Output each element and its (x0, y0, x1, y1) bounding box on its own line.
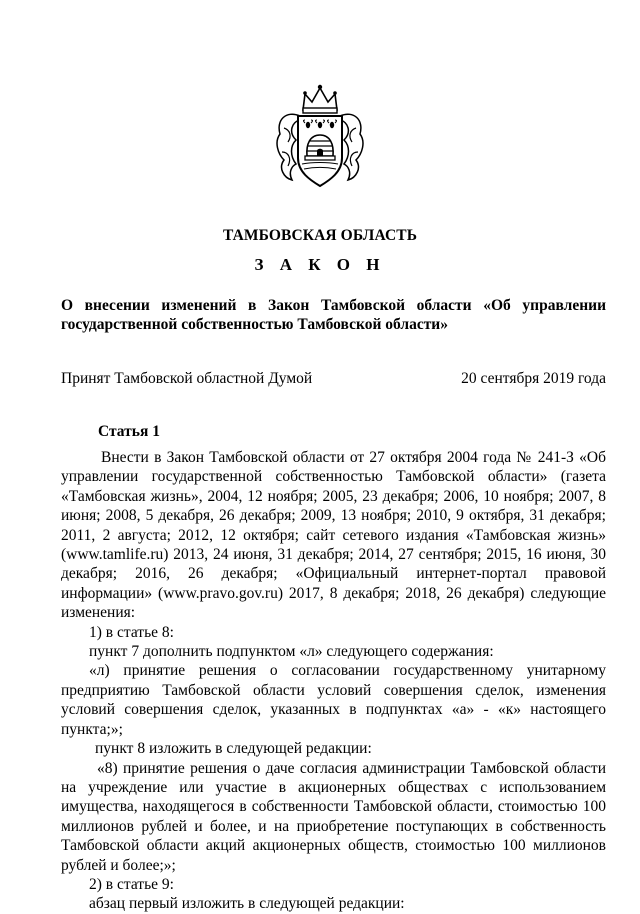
paragraph: пункт 7 дополнить подпунктом «л» следующего содержания: (89, 643, 494, 661)
paragraph: Внести в Закон Тамбовской области от 27 октября 2004 года № 241-З «Об управлении государственной собственностью Тамбовской области» (газета «Тамбовская жизнь», 2004, 12 ноября; 2005, 23 декабря; 2006, 10 ноября; 2007, 8 июня; 2008, 5 декабря, 26 декабря; 2009, 13 ноября; 2010, 9 октября, 31 декабря; 2011, 2 августа; 2012, 12 октября; сайт сетевого издания «Тамбовская жизнь» (www.tamlife.ru) 2013, 24 июня, 31 декабря; 2014, 27 сентября; 2015, 16 июня, 30 декабря; 2016, 26 декабря; «Официальный интернет-портал правовой информации» (www.pravo.gov.ru) 2017, 8 декабря; 2018, 26 декабря) следующие изменения: (61, 449, 606, 622)
law-title: О внесении изменений в Закон Тамбовской области «Об управлении государственной собственностью Тамбовской области» (61, 297, 606, 334)
region-name: ТАМБОВСКАЯ ОБЛАСТЬ (222, 227, 418, 244)
adoption-line (61, 369, 606, 389)
paragraph: абзац первый изложить в следующей редакции: (89, 895, 405, 913)
document-type: З А К О Н (254, 255, 386, 274)
adoption-date: 20 сентября 2019 года (461, 370, 606, 387)
coat-of-arms-icon (270, 80, 370, 192)
article-heading: Статья 1 (98, 423, 160, 440)
paragraph: «л) принятие решения о согласовании государственному унитарному предприятию Тамбовской области условий совершения сделок, изменения условий совершения сделок, указанных в подпунктах «а» - «к» настоящего пункта;»; (61, 662, 606, 738)
paragraph: «8) принятие решения о даче согласия администрации Тамбовской области на учреждение или участие в акционерных обществах с использованием имущества, находящегося в собственности Тамбовской области, стоимостью 100 миллионов рублей и более, и на приобретение поступающих в собственность Тамбовской области акций акционерных обществ, стоимостью 100 миллионов рублей и более;»; (61, 759, 606, 874)
adopted-by: Принят Тамбовской областной Думой (61, 370, 313, 387)
article-body (61, 448, 606, 914)
paragraph: 1) в статье 8: (89, 623, 174, 641)
paragraph: 2) в статье 9: (89, 875, 174, 893)
paragraph: пункт 8 изложить в следующей редакции: (95, 740, 372, 758)
